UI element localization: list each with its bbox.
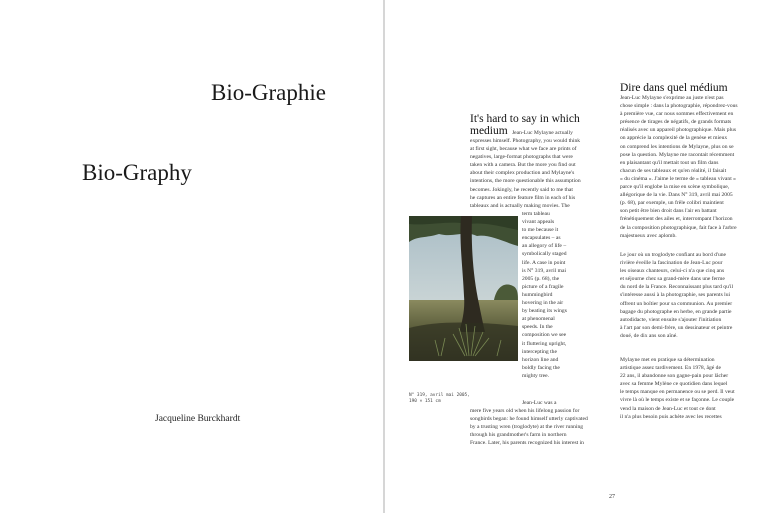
text-line: chose simple : dans la photographie, répondrez-vous <box>620 103 738 110</box>
text-line: pose la question. Mylayne me racontait récemment <box>620 151 735 158</box>
text-line: parce qu'il englobe la mise en scène symbolique, <box>620 184 730 191</box>
text-line: composition we see <box>522 332 567 339</box>
french-paragraph2 <box>620 251 733 340</box>
text-line: de la composition photographique, fait face à l'arbre <box>620 224 737 231</box>
text-line: son petit être bien droit dans l'air en battant <box>620 208 717 215</box>
text-line: à première vue, car nous sommes effectivement en <box>620 111 734 118</box>
text-line: 2005 (p. 68), the <box>522 275 560 282</box>
french-paragraph1 <box>620 94 738 240</box>
text-line: vivant appeals <box>522 219 555 226</box>
page-number: 27 <box>609 494 615 500</box>
text-line: artistique assez tardivement. En 1978, âgé de <box>620 365 721 372</box>
text-line: horizon line and <box>522 356 559 363</box>
english-paragraph-wide <box>470 137 581 210</box>
text-line: autodidacte, vient ensuite s'ajouter l'initiation <box>620 316 722 323</box>
text-line: chacun de ses tableaux et qu'en réalité, il faisait <box>620 167 727 174</box>
text-line: on apprécie la complexité de la genèse et mieux <box>620 135 728 142</box>
text-line: term tableau <box>522 211 550 217</box>
title-french: Bio-Graphie <box>211 80 326 105</box>
english-paragraph2 <box>470 407 588 447</box>
text-line: hummingbird <box>522 291 553 298</box>
english-heading-line1: It's hard to say in which <box>470 113 580 125</box>
text-line: expresses himself. Photography, you would think <box>470 138 581 144</box>
english-paragraph2-first-line: Jean-Luc was a <box>522 400 557 406</box>
text-line: frénétiquement des ailes et, interrompant l'horizon <box>620 216 733 223</box>
text-line: negatives, large-format photographs that were <box>470 154 573 161</box>
text-line: réalisés avec un appareil photographique. Mais plus <box>620 127 737 134</box>
text-line: taken with a camera. But the more you find out <box>470 162 576 169</box>
text-line: il n'a plus besoin puis achète avec les recettes <box>620 413 722 420</box>
french-paragraph3 <box>620 356 735 421</box>
text-line: Jean-Luc Mylayne s'exprime au juste n'est pas <box>620 95 724 101</box>
text-line: an allegory of life – <box>522 243 567 250</box>
text-line: tableaux and is actually making movies. The <box>470 202 570 209</box>
text-line: becomes. Jokingly, he recently said to me that <box>470 186 573 193</box>
text-line: at phenomenal <box>522 316 555 323</box>
english-paragraph-narrow <box>522 210 567 380</box>
text-line: he captures an entire feature film in each of his <box>470 194 576 201</box>
text-line: at first sight, because what we face are prints of <box>470 146 577 153</box>
artwork-photo <box>409 216 518 361</box>
text-line: offrent un boîtier pour sa communion. Au premier <box>620 300 733 307</box>
text-line: picture of a fragile <box>522 283 564 290</box>
text-line: du nord de la France. Reconnaissant plus tard qu'il <box>620 284 734 291</box>
text-line: mere five years old when his lifelong passion for <box>470 408 580 414</box>
text-line: vend la maison de Jean-Luc et tout ce dont <box>620 405 716 412</box>
text-line: à l'art par son demi-frère, un dessinateur et peintre <box>620 324 733 331</box>
text-line: speeds. In the <box>522 324 553 331</box>
text-line: it fluttering upright, <box>522 340 567 347</box>
text-line: Mylayne met en pratique sa détermination <box>620 357 715 363</box>
text-line: bagage du photographe en herbe, en grande partie <box>620 308 732 315</box>
text-line: life. A case in point <box>522 259 566 266</box>
text-line: présence de tirages de négatifs, de grands formats <box>620 119 732 126</box>
text-line: « du cinéma ». J'aime le terme de « tableau vivant » <box>620 175 736 182</box>
text-line: intercepting the <box>522 348 557 355</box>
text-line: vivre là où le temps existe et se façonne. Le couple <box>620 397 735 404</box>
text-line: symbolically staged <box>522 251 567 258</box>
text-line: songbirds began: he found himself utterly captivated <box>470 416 588 423</box>
text-line: by beating its wings <box>522 308 567 315</box>
text-line: en plaisantant qu'il mettait tout un film dans <box>620 159 719 166</box>
text-line: doué, de dix ans son aîné. <box>620 332 678 339</box>
right-page <box>385 0 768 513</box>
english-first-line: Jean-Luc Mylayne actually <box>512 130 573 136</box>
text-line: hovering in the air <box>522 300 564 307</box>
text-line: majestueux avec aplomb. <box>620 232 677 239</box>
text-line: 22 ans, il abandonne son gagne-pain pour lâcher <box>620 373 729 380</box>
text-line: rivière éveille la fascination de Jean-Luc pour <box>620 260 723 267</box>
text-line: is N° 319, avril mai <box>522 267 567 274</box>
french-heading: Dire dans quel médium <box>620 82 728 94</box>
text-line: le temps manque en permanence ou se perd. Il veut <box>620 389 735 396</box>
left-page <box>0 0 383 513</box>
text-line: on comprend les intentions de Mylayne, plus on se <box>620 143 734 150</box>
text-line: et séjourne chez sa grand-mère dans une ferme <box>620 276 725 283</box>
text-line: (p. 68), par exemple, un frêle colibri maintient <box>620 200 724 207</box>
text-line: through his grandmother's farm in northern <box>470 432 567 439</box>
text-line: France. Later, his parents recognized his interest in <box>470 440 584 447</box>
text-line: les oiseaux chanteurs, celui-ci n'a que cinq ans <box>620 268 725 275</box>
text-line: by a trusting wren (troglodyte) at the river running <box>470 424 584 431</box>
photo-caption: N° 319, avril mai 2005, 190 × 151 cm <box>409 393 470 404</box>
text-line: avec sa femme Mylène ce quotidien dans lequel <box>620 381 728 388</box>
text-line: to me because it <box>522 227 559 234</box>
text-line: intentions, the more questionable this assumption <box>470 178 581 185</box>
title-english: Bio-Graphy <box>82 160 192 185</box>
author-name: Jacqueline Burckhardt <box>155 414 241 424</box>
text-line: encapsulates – as <box>522 235 561 242</box>
text-line: about their complex production and Mylayne's <box>470 170 575 177</box>
text-line: mighty tree. <box>522 372 550 379</box>
text-line: Le jour où un troglodyte confiant au bord d'une <box>620 252 727 258</box>
text-line: s'intéresse aussi à la photographie, ses parents lui <box>620 292 731 299</box>
english-heading-line2: medium <box>470 125 508 137</box>
text-line: allégorique de la vie. Dans N° 319, avril mai 2005 <box>620 192 733 199</box>
text-line: boldly facing the <box>522 364 560 371</box>
